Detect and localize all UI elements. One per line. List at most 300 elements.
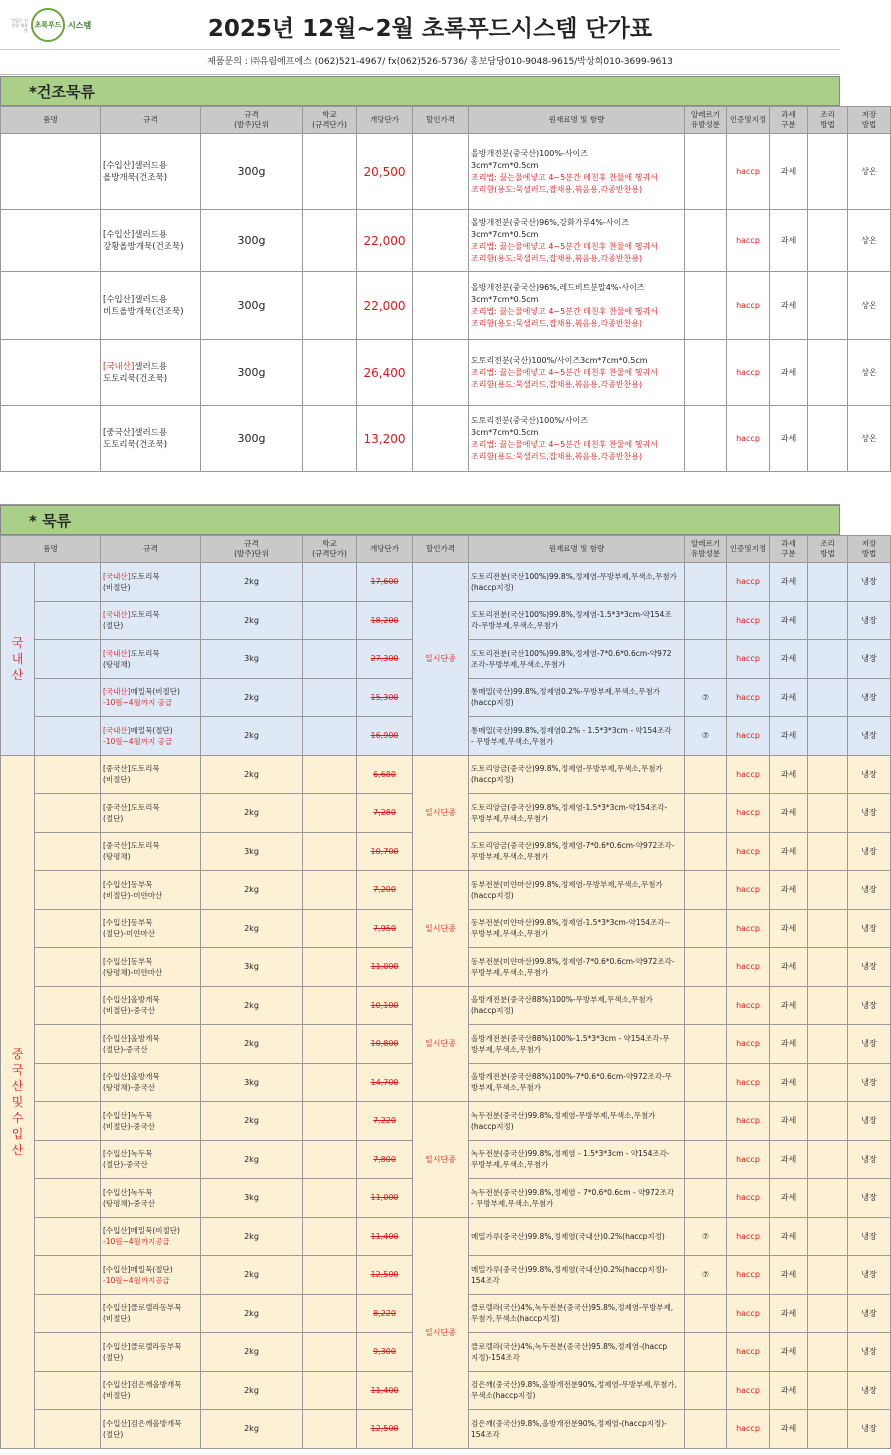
allergy-cell bbox=[685, 210, 727, 272]
origin-prefix: [수입산] bbox=[103, 1110, 131, 1120]
spec-text: 도토리묵 (절단) bbox=[103, 610, 160, 631]
cert-cell: haccp bbox=[727, 1140, 770, 1179]
school-price-cell bbox=[303, 640, 357, 679]
cert-cell: haccp bbox=[727, 272, 770, 340]
product-image bbox=[35, 1294, 101, 1333]
origin-prefix: [수입산] bbox=[103, 1149, 131, 1159]
storage-cell: 상온 bbox=[848, 340, 891, 406]
origin-prefix: [수입산] bbox=[103, 1303, 131, 1313]
spec-cell bbox=[101, 601, 201, 640]
allergy-cell bbox=[685, 1140, 727, 1179]
storage-cell: 냉장 bbox=[848, 1025, 891, 1064]
tax-cell: 과세 bbox=[770, 1333, 808, 1372]
unit-price-cell: 7,950 bbox=[357, 909, 413, 948]
school-price-cell bbox=[303, 832, 357, 871]
origin-prefix: [수입산] bbox=[103, 1187, 131, 1197]
ingredients-cell bbox=[469, 272, 685, 340]
cert-cell: haccp bbox=[727, 340, 770, 406]
unit-cell: 2kg bbox=[201, 1371, 303, 1410]
spec-text: 올방개묵 (탕평채)-중국산 bbox=[103, 1072, 160, 1093]
column-header: 저장 방법 bbox=[848, 536, 891, 563]
tax-cell: 과세 bbox=[770, 755, 808, 794]
storage-cell: 냉장 bbox=[848, 1256, 891, 1295]
unit-price-cell: 10,800 bbox=[357, 1025, 413, 1064]
product-image bbox=[35, 1025, 101, 1064]
spec-cell bbox=[101, 1179, 201, 1218]
allergy-cell bbox=[685, 601, 727, 640]
origin-prefix: [수입산] bbox=[103, 1418, 131, 1428]
unit-price-cell: 10,100 bbox=[357, 986, 413, 1025]
unit-cell: 300g bbox=[201, 210, 303, 272]
cook-cell bbox=[808, 1025, 848, 1064]
ingredients-cell: 메밀가루(중국산)99.8%,정제염(국내산)0.2%(haccp지정) bbox=[469, 1217, 685, 1256]
cert-cell: haccp bbox=[727, 1179, 770, 1218]
school-price-cell bbox=[303, 1217, 357, 1256]
tax-cell: 과세 bbox=[770, 948, 808, 987]
cook-cell bbox=[808, 1410, 848, 1449]
cert-cell: haccp bbox=[727, 1333, 770, 1372]
school-price-cell bbox=[303, 1063, 357, 1102]
spec-text: 검은깨올방개묵 (비절단) bbox=[103, 1380, 182, 1401]
allergy-cell bbox=[685, 640, 727, 679]
allergy-cell bbox=[685, 406, 727, 472]
cert-cell: haccp bbox=[727, 871, 770, 910]
cooking-method-text: 조리법: 끓는물에넣고 4~5분간 데친후 찬물에 헹궈서 조리함(용도:묵샐러드,잡채용,볶음용,각종반찬용) bbox=[471, 367, 658, 389]
school-price-cell bbox=[303, 1333, 357, 1372]
unit-cell: 2kg bbox=[201, 1217, 303, 1256]
ingredients-cell: 올방개전분(중국산88%)100%-7*0.6*0.6cm-약972조각-무 방부제,무색소,무첨가 bbox=[469, 1063, 685, 1102]
storage-cell: 냉장 bbox=[848, 909, 891, 948]
storage-cell: 냉장 bbox=[848, 1179, 891, 1218]
tax-cell: 과세 bbox=[770, 717, 808, 756]
column-header: 알레르기 유발성분 bbox=[685, 107, 727, 134]
product-image bbox=[35, 794, 101, 833]
ingredients-cell: 검은깨(중국산)9.8%,올방개전분90%,정제염-무방부제,무첨가, 무색소(haccp지정) bbox=[469, 1371, 685, 1410]
spec-text: 샐러드용 비트올방개묵(건조묵) bbox=[103, 294, 184, 317]
cook-cell bbox=[808, 909, 848, 948]
allergy-cell bbox=[685, 755, 727, 794]
tax-cell: 과세 bbox=[770, 601, 808, 640]
storage-cell: 냉장 bbox=[848, 601, 891, 640]
tax-cell: 과세 bbox=[770, 134, 808, 210]
ingredients-cell: 동부전분(미얀마산)99.8%,정제염-7*0.6*0.6cm-약972조각- 무방부제,무색소,무첨가 bbox=[469, 948, 685, 987]
supply-note: -10월~4월까지공급 bbox=[103, 1237, 170, 1247]
column-header: 할인가격 bbox=[413, 536, 469, 563]
cert-cell: haccp bbox=[727, 1256, 770, 1295]
origin-prefix: [수입산] bbox=[103, 1033, 131, 1043]
school-price-cell bbox=[303, 1256, 357, 1295]
storage-cell: 냉장 bbox=[848, 678, 891, 717]
spec-cell bbox=[101, 1333, 201, 1372]
storage-cell: 상온 bbox=[848, 134, 891, 210]
spec-cell bbox=[101, 717, 201, 756]
tax-cell: 과세 bbox=[770, 1102, 808, 1141]
cook-cell bbox=[808, 755, 848, 794]
school-price-cell bbox=[303, 134, 357, 210]
unit-price-cell: 11,000 bbox=[357, 948, 413, 987]
cook-cell bbox=[808, 948, 848, 987]
table-row bbox=[1, 406, 891, 472]
spec-cell bbox=[101, 986, 201, 1025]
unit-cell: 2kg bbox=[201, 794, 303, 833]
column-header: 인증및지정 bbox=[727, 536, 770, 563]
spec-text: 샐러드용 강황올방개묵(건조묵) bbox=[103, 229, 184, 252]
unit-price-cell: 7,220 bbox=[357, 1102, 413, 1141]
cook-cell bbox=[808, 210, 848, 272]
allergy-cell: ⑦ bbox=[685, 717, 727, 756]
muk-price-table bbox=[0, 535, 891, 1449]
discount-status: 일시단종 bbox=[413, 755, 469, 871]
tax-cell: 과세 bbox=[770, 986, 808, 1025]
ingredients-cell: 도토리전분(국산100%)99.8%,정제염-1.5*3*3cm-약154조 각-무방부제,무색소,무첨가 bbox=[469, 601, 685, 640]
supply-note: -10월~4월까지공급 bbox=[103, 1275, 170, 1285]
ingredients-cell bbox=[469, 406, 685, 472]
column-header: 조리 방법 bbox=[808, 107, 848, 134]
school-price-cell bbox=[303, 871, 357, 910]
storage-cell: 냉장 bbox=[848, 948, 891, 987]
tax-cell: 과세 bbox=[770, 678, 808, 717]
column-header: 과세 구분 bbox=[770, 107, 808, 134]
cert-cell: haccp bbox=[727, 640, 770, 679]
cooking-method-text: 조리법: 끓는물에넣고 4~5분간 데친후 찬물에 헹궈서 조리함(용도:묵샐러드,잡채용,볶음용,각종반찬용) bbox=[471, 172, 658, 194]
allergy-cell bbox=[685, 563, 727, 602]
table-row bbox=[1, 340, 891, 406]
unit-cell: 2kg bbox=[201, 1256, 303, 1295]
product-image bbox=[1, 210, 101, 272]
ingredients-text: 올방개전분(중국산)96%,레드비트분말4%-사이즈 3cm*7cm*0.5cm bbox=[471, 282, 645, 304]
table-header-row bbox=[1, 536, 891, 563]
ingredients-cell: 통메밀(국산)99.8%,정제염0.2%-무방부제,무색소,무첨가 (haccp지정) bbox=[469, 678, 685, 717]
unit-price-cell: 7,280 bbox=[357, 794, 413, 833]
tax-cell: 과세 bbox=[770, 1256, 808, 1295]
cert-cell: haccp bbox=[727, 1063, 770, 1102]
discount-cell bbox=[413, 272, 469, 340]
column-header: 할인가격 bbox=[413, 107, 469, 134]
discount-status: 일시단종 bbox=[413, 986, 469, 1102]
school-price-cell bbox=[303, 1102, 357, 1141]
unit-price-cell: 10,700 bbox=[357, 832, 413, 871]
storage-cell: 냉장 bbox=[848, 832, 891, 871]
discount-status: 일시단종 bbox=[413, 1217, 469, 1448]
product-image bbox=[35, 717, 101, 756]
unit-price-cell: 18,200 bbox=[357, 601, 413, 640]
product-image bbox=[35, 1102, 101, 1141]
ingredients-cell: 녹두전분(중국산)99.8%,정제염 - 1.5*3*3cm - 약154조각- 무방부제,무색소,무첨가 bbox=[469, 1140, 685, 1179]
spec-cell bbox=[101, 909, 201, 948]
school-price-cell bbox=[303, 1140, 357, 1179]
unit-cell: 2kg bbox=[201, 717, 303, 756]
page-header bbox=[0, 0, 840, 50]
unit-cell: 2kg bbox=[201, 755, 303, 794]
spec-cell bbox=[101, 1410, 201, 1449]
page-title: 2025년 12월~2월 초록푸드시스템 단가표 bbox=[207, 16, 653, 42]
product-image bbox=[35, 1410, 101, 1449]
origin-prefix: [수입산] bbox=[103, 956, 131, 966]
ingredients-cell: 동부전분(미얀마산)99.8%,정제염-무방부제,무색소,무첨가 (haccp지정) bbox=[469, 871, 685, 910]
unit-cell: 2kg bbox=[201, 601, 303, 640]
tax-cell: 과세 bbox=[770, 1410, 808, 1449]
unit-cell: 3kg bbox=[201, 1179, 303, 1218]
origin-prefix: [수입산] bbox=[103, 294, 135, 305]
column-header: 과세 구분 bbox=[770, 536, 808, 563]
column-header: 품명 bbox=[1, 107, 101, 134]
unit-cell: 300g bbox=[201, 406, 303, 472]
cook-cell bbox=[808, 832, 848, 871]
tax-cell: 과세 bbox=[770, 1179, 808, 1218]
origin-prefix: [국내산] bbox=[103, 687, 131, 697]
product-image bbox=[35, 1179, 101, 1218]
unit-cell: 300g bbox=[201, 272, 303, 340]
table-row bbox=[1, 1102, 891, 1141]
ingredients-text: 도토리전분(중국산)100%/사이즈 3cm*7cm*0.5cm bbox=[471, 415, 588, 437]
contact-info: 제품문의 : ㈜유림에프에스 (062)521-4967/ fx(062)526-5736/ 홍보담당010-9048-9615/박상희010-3699-9613 bbox=[0, 50, 840, 75]
spec-text: 메밀묵(비절단) bbox=[130, 1226, 180, 1236]
cert-cell: haccp bbox=[727, 909, 770, 948]
allergy-cell bbox=[685, 832, 727, 871]
school-price-cell bbox=[303, 1371, 357, 1410]
ingredients-cell: 도토리전분(국산100%)99.8%,정제염-무방부제,무색소,무첨가 (haccp지정) bbox=[469, 563, 685, 602]
cert-cell: haccp bbox=[727, 794, 770, 833]
school-price-cell bbox=[303, 563, 357, 602]
spec-text: 올방개묵 (절단)-중국산 bbox=[103, 1033, 160, 1054]
unit-price-cell: 12,500 bbox=[357, 1410, 413, 1449]
unit-price-cell: 14,700 bbox=[357, 1063, 413, 1102]
table-row bbox=[1, 272, 891, 340]
spec-cell bbox=[101, 640, 201, 679]
product-image bbox=[35, 1063, 101, 1102]
column-header: 원재료명 및 함량 bbox=[469, 107, 685, 134]
spec-cell bbox=[101, 563, 201, 602]
cook-cell bbox=[808, 1371, 848, 1410]
column-header: 원재료명 및 함량 bbox=[469, 536, 685, 563]
school-price-cell bbox=[303, 678, 357, 717]
allergy-cell bbox=[685, 134, 727, 210]
unit-cell: 2kg bbox=[201, 1410, 303, 1449]
unit-cell: 3kg bbox=[201, 640, 303, 679]
allergy-cell bbox=[685, 1333, 727, 1372]
product-image bbox=[35, 1140, 101, 1179]
ingredients-text: 도토리전분(국산)100%/사이즈3cm*7cm*0.5cm bbox=[471, 355, 648, 365]
table-row bbox=[1, 871, 891, 910]
unit-price-cell: 22,000 bbox=[357, 272, 413, 340]
ingredients-cell: 도토리앙금(중국산)99.8%,정제염-무방부제,무색소,무첨가 (haccp지정) bbox=[469, 755, 685, 794]
spec-cell bbox=[101, 1140, 201, 1179]
cert-cell: haccp bbox=[727, 1025, 770, 1064]
allergy-cell bbox=[685, 340, 727, 406]
allergy-cell bbox=[685, 1102, 727, 1141]
cook-cell bbox=[808, 1140, 848, 1179]
cook-cell bbox=[808, 986, 848, 1025]
ingredients-cell bbox=[469, 134, 685, 210]
storage-cell: 냉장 bbox=[848, 755, 891, 794]
tax-cell: 과세 bbox=[770, 1294, 808, 1333]
spec-text: 샐러드용 올방개묵(건조묵) bbox=[103, 160, 168, 183]
unit-price-cell: 20,500 bbox=[357, 134, 413, 210]
product-image bbox=[35, 601, 101, 640]
storage-cell: 냉장 bbox=[848, 1333, 891, 1372]
tax-cell: 과세 bbox=[770, 1063, 808, 1102]
ingredients-cell: 도토리전분(국산100%)99.8%,정제염-7*0.6*0.6cm-약972 조각-무방부제,무색소,무첨가 bbox=[469, 640, 685, 679]
school-price-cell bbox=[303, 1179, 357, 1218]
column-header: 조리 방법 bbox=[808, 536, 848, 563]
spec-text: 메밀묵(비절단) bbox=[130, 687, 180, 697]
unit-price-cell: 13,200 bbox=[357, 406, 413, 472]
tax-cell: 과세 bbox=[770, 210, 808, 272]
origin-prefix: [수입산] bbox=[103, 879, 131, 889]
column-header: 규격 (발주)단위 bbox=[201, 107, 303, 134]
column-header: 학교 (규격단가) bbox=[303, 536, 357, 563]
school-price-cell bbox=[303, 406, 357, 472]
unit-cell: 2kg bbox=[201, 678, 303, 717]
allergy-cell bbox=[685, 909, 727, 948]
spec-cell bbox=[101, 1025, 201, 1064]
storage-cell: 냉장 bbox=[848, 640, 891, 679]
ingredients-cell: 클로렐라(국산)4%,녹두전분(중국산)95.8%,정제염-무방부제, 무첨가,무색소(haccp지정) bbox=[469, 1294, 685, 1333]
unit-price-cell: 11,400 bbox=[357, 1371, 413, 1410]
cert-cell: haccp bbox=[727, 1294, 770, 1333]
product-image bbox=[35, 1217, 101, 1256]
storage-cell: 상온 bbox=[848, 406, 891, 472]
column-header: 인증및지정 bbox=[727, 107, 770, 134]
cert-cell: haccp bbox=[727, 406, 770, 472]
allergy-cell bbox=[685, 1371, 727, 1410]
section-muk-title: * 묵류 bbox=[0, 505, 840, 535]
tax-cell: 과세 bbox=[770, 640, 808, 679]
storage-cell: 냉장 bbox=[848, 1217, 891, 1256]
storage-cell: 냉장 bbox=[848, 871, 891, 910]
allergy-cell bbox=[685, 986, 727, 1025]
spec-text: 메밀묵(절단) bbox=[130, 725, 173, 735]
spec-text: 샐러드용 도토리묵(건조묵) bbox=[103, 427, 168, 450]
product-image bbox=[35, 640, 101, 679]
cook-cell bbox=[808, 134, 848, 210]
cook-cell bbox=[808, 272, 848, 340]
allergy-cell bbox=[685, 794, 727, 833]
unit-cell: 2kg bbox=[201, 1102, 303, 1141]
spec-text: 동부묵 (비절단)-미얀마산 bbox=[103, 879, 163, 900]
spec-text: 도토리묵 (탕평채) bbox=[103, 841, 160, 862]
product-image bbox=[35, 948, 101, 987]
unit-cell: 2kg bbox=[201, 909, 303, 948]
cook-cell bbox=[808, 340, 848, 406]
column-header: 저장 방법 bbox=[848, 107, 891, 134]
cook-cell bbox=[808, 640, 848, 679]
product-image bbox=[35, 832, 101, 871]
storage-cell: 냉장 bbox=[848, 1371, 891, 1410]
origin-prefix: [수입산] bbox=[103, 160, 135, 171]
cook-cell bbox=[808, 871, 848, 910]
allergy-cell bbox=[685, 1025, 727, 1064]
cert-cell: haccp bbox=[727, 1102, 770, 1141]
school-price-cell bbox=[303, 210, 357, 272]
origin-prefix: [중국산] bbox=[103, 427, 135, 438]
storage-cell: 냉장 bbox=[848, 1410, 891, 1449]
origin-prefix: [중국산] bbox=[103, 802, 131, 812]
product-image bbox=[35, 1371, 101, 1410]
cert-cell: haccp bbox=[727, 755, 770, 794]
unit-cell: 3kg bbox=[201, 1063, 303, 1102]
unit-price-cell: 26,400 bbox=[357, 340, 413, 406]
storage-cell: 냉장 bbox=[848, 986, 891, 1025]
cert-cell: haccp bbox=[727, 563, 770, 602]
product-image bbox=[1, 134, 101, 210]
origin-prefix: [국내산] bbox=[103, 571, 131, 581]
unit-price-cell: 27,300 bbox=[357, 640, 413, 679]
discount-status: 일시단종 bbox=[413, 1102, 469, 1218]
product-image bbox=[35, 755, 101, 794]
tax-cell: 과세 bbox=[770, 871, 808, 910]
ingredients-cell: 올방개전분(중국산88%)100%-무방부제,무색소,무첨가 (haccp지정) bbox=[469, 986, 685, 1025]
ingredients-cell: 통메밀(국산)99.8%,정제염0.2% - 1.5*3*3cm - 약154조각 - 무방부제,무색소,무첨가 bbox=[469, 717, 685, 756]
table-row bbox=[1, 134, 891, 210]
school-price-cell bbox=[303, 986, 357, 1025]
unit-price-cell: 12,500 bbox=[357, 1256, 413, 1295]
logo-system-text: 시스템 bbox=[68, 20, 92, 30]
spec-text: 녹두묵 (절단)-중국산 bbox=[103, 1149, 153, 1170]
spec-text: 도토리묵 (탕평채) bbox=[103, 648, 160, 669]
cert-cell: haccp bbox=[727, 717, 770, 756]
ingredients-cell: 녹두전분(중국산)99.8%,정제염 - 7*0.6*0.6cm - 약972조각 - 무방부제,무색소,무첨가 bbox=[469, 1179, 685, 1218]
cook-cell bbox=[808, 1179, 848, 1218]
column-header: 학교 (규격단가) bbox=[303, 107, 357, 134]
cook-cell bbox=[808, 1102, 848, 1141]
spec-cell bbox=[101, 1371, 201, 1410]
cook-cell bbox=[808, 563, 848, 602]
allergy-cell bbox=[685, 1410, 727, 1449]
product-image bbox=[1, 272, 101, 340]
product-image bbox=[35, 871, 101, 910]
cooking-method-text: 조리법: 끓는물에넣고 4~5분간 데친후 찬물에 헹궈서 조리함(용도:묵샐러드,잡채용,볶음용,각종반찬용) bbox=[471, 306, 658, 328]
spec-cell bbox=[101, 340, 201, 406]
school-price-cell bbox=[303, 1294, 357, 1333]
origin-prefix: [국내산] bbox=[103, 725, 131, 735]
spec-cell bbox=[101, 832, 201, 871]
school-price-cell bbox=[303, 340, 357, 406]
school-price-cell bbox=[303, 909, 357, 948]
spec-cell bbox=[101, 272, 201, 340]
spec-cell bbox=[101, 678, 201, 717]
storage-cell: 냉장 bbox=[848, 794, 891, 833]
spec-cell bbox=[101, 406, 201, 472]
ingredients-cell: 동부전분(미얀마산)99.8%,정제염-1.5*3*3cm-약154조각-- 무방부제,무색소,무첨가 bbox=[469, 909, 685, 948]
spec-text: 도토리묵 (절단) bbox=[103, 802, 160, 823]
spec-text: 샐러드용 도토리묵(건조묵) bbox=[103, 361, 168, 384]
school-price-cell bbox=[303, 755, 357, 794]
unit-cell: 2kg bbox=[201, 871, 303, 910]
cooking-method-text: 조리법: 끓는물에넣고 4~5분간 데친후 찬물에 헹궈서 조리함(용도:묵샐러드,잡채용,볶음용,각종반찬용) bbox=[471, 241, 658, 263]
school-price-cell bbox=[303, 794, 357, 833]
unit-cell: 300g bbox=[201, 134, 303, 210]
cook-cell bbox=[808, 717, 848, 756]
product-image bbox=[35, 1256, 101, 1295]
cooking-method-text: 조리법: 끓는물에넣고 4~5분간 데친후 찬물에 헹궈서 조리함(용도:묵샐러드,잡채용,볶음용,각종반찬용) bbox=[471, 439, 658, 461]
spec-cell bbox=[101, 1063, 201, 1102]
storage-cell: 상온 bbox=[848, 210, 891, 272]
cook-cell bbox=[808, 1333, 848, 1372]
cook-cell bbox=[808, 601, 848, 640]
table-row bbox=[1, 1217, 891, 1256]
tax-cell: 과세 bbox=[770, 1025, 808, 1064]
product-image bbox=[35, 563, 101, 602]
tax-cell: 과세 bbox=[770, 406, 808, 472]
spec-cell bbox=[101, 134, 201, 210]
spec-text: 도토리묵 (비절단) bbox=[103, 764, 160, 785]
ingredients-cell: 녹두전분(중국산)99.8%,정제염-무방부제,무색소,무첨가 (haccp지정) bbox=[469, 1102, 685, 1141]
spec-cell bbox=[101, 755, 201, 794]
storage-cell: 냉장 bbox=[848, 1102, 891, 1141]
unit-cell: 2kg bbox=[201, 1025, 303, 1064]
origin-prefix: [수입산] bbox=[103, 1226, 131, 1236]
